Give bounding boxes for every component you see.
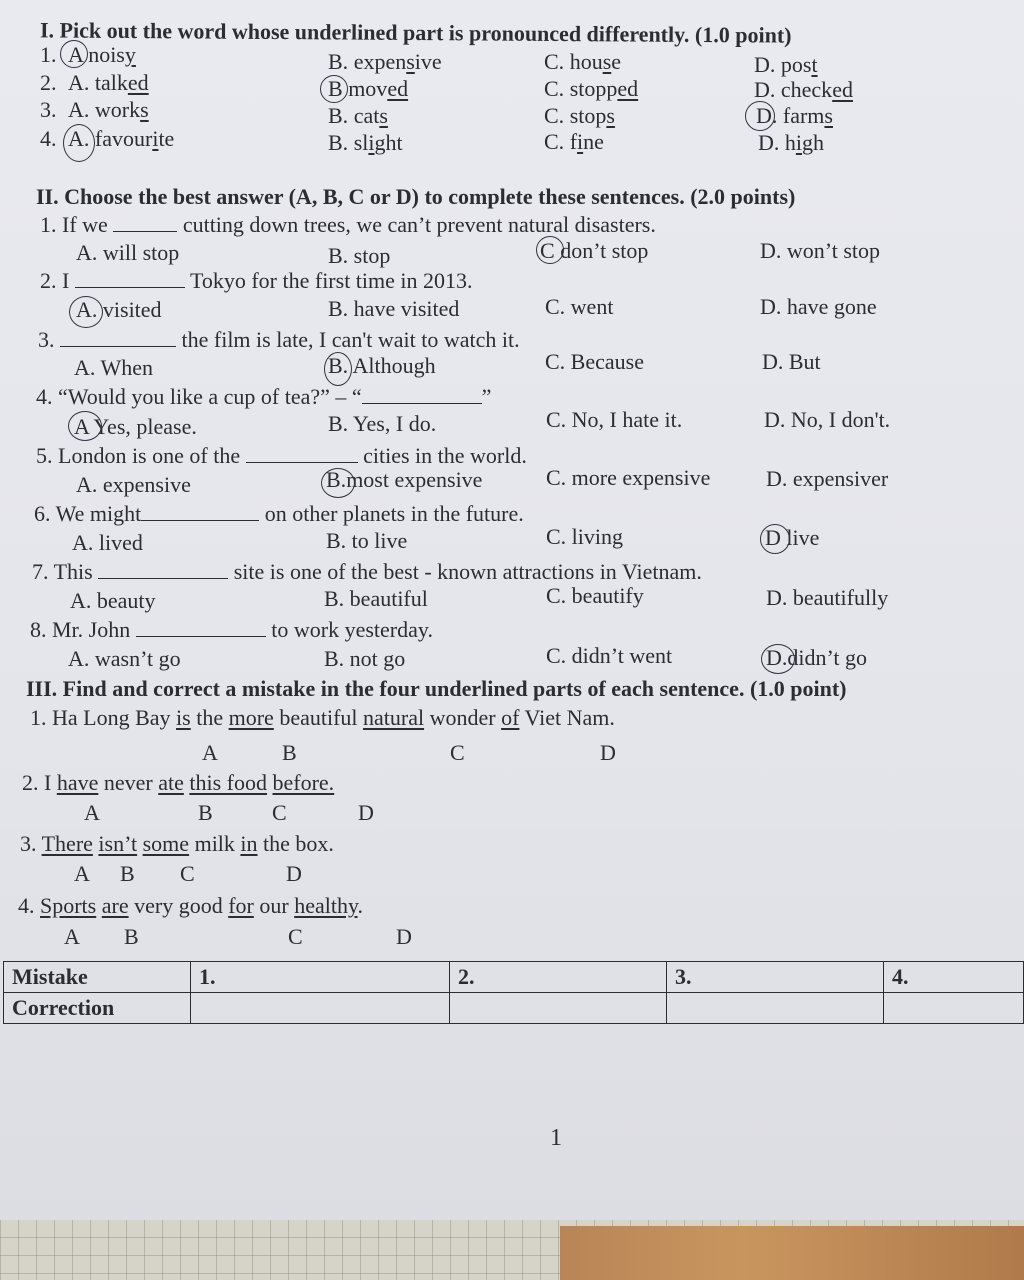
s2-q3-option-c: C. Because [545,349,644,374]
s2-q8-stem: 8. Mr. John to work yesterday. [30,617,433,642]
s2-q4-option-b: B. Yes, I do. [328,411,437,436]
answer-circle [63,124,95,162]
s2-q8-option-d: D.didn’t go [766,645,868,670]
s2-q5-option-c: C. more expensive [546,465,711,490]
mistake-header: Mistake [4,962,191,993]
s2-q6-stem: 6. We might on other planets in the future. [34,501,524,526]
s3-2-label-d: D [358,800,374,825]
s2-q4-option-c: C. No, I hate it. [546,407,683,432]
s3-1-label-b: B [282,740,297,765]
s2-q7-stem: 7. This site is one of the best - known attractions in Vietnam. [32,559,702,584]
s2-q8-option-b: B. not go [324,646,406,671]
s2-q1-option-a: A. will stop [76,240,180,265]
s1-q1-option-d: D. post [754,52,818,77]
s2-q7-option-c: C. beautify [546,583,644,608]
s1-q1-option-a: A noisy [68,42,136,67]
mistake-cell-2[interactable]: 2. [450,962,667,993]
s1-q2-option-b: B moved [328,76,409,101]
s2-q1-option-d: D. won’t stop [760,238,880,263]
correction-cell-2[interactable] [450,993,667,1024]
section3-title: III. Find and correct a mistake in the four underlined parts of each sentence. (1.0 point) [26,676,847,701]
s3-2-label-c: C [272,800,287,825]
answer-circle [324,352,352,386]
s2-q2-stem: 2. I Tokyo for the first time in 2013. [40,268,473,293]
s1-q3-option-c: C. stops [544,103,615,128]
s1-q4-option-b: B. slight [328,130,403,155]
s2-q2-option-a: A. visited [76,297,162,322]
s2-q2-option-b: B. have visited [328,296,460,321]
answer-circle [60,40,88,68]
s1-q1-option-b: B. expensive [328,49,442,74]
s2-q5-option-d: D. expensiver [766,466,889,491]
s2-q2-option-d: D. have gone [760,294,877,319]
correction-cell-1[interactable] [191,993,450,1024]
s3-sentence-3: 3. There isn’t some milk in the box. [20,831,334,856]
s3-3-label-a: A [74,861,90,886]
s2-q4-option-a: A Yes, please. [74,414,197,439]
answer-circle [745,101,775,131]
s1-q3-option-a: A. works [68,97,149,122]
s2-q4-option-d: D. No, I don't. [764,407,891,432]
s2-q6-option-d: D live [765,525,820,550]
s2-q6-option-a: A. lived [72,530,143,555]
answer-circle [760,524,790,554]
s2-q6-option-c: C. living [546,524,624,549]
page-number: 1 [550,1125,562,1151]
answer-circle [761,644,795,674]
wooden-surface [560,1226,1024,1280]
s1-q3-option-d: D. farms [756,103,833,128]
s2-q7-option-a: A. beauty [70,588,156,613]
mistake-cell-3[interactable]: 3. [667,962,884,993]
correction-cell-3[interactable] [667,993,884,1024]
s2-q8-option-c: C. didn’t went [546,643,673,668]
s3-3-label-c: C [180,861,195,886]
correction-row [4,993,1024,1024]
s1-q2-option-d: D. checked [754,77,853,102]
s2-q1-option-b: B. stop [328,243,391,268]
s3-sentence-4: 4. Sports are very good for our healthy. [18,893,364,918]
s1-q1-option-c: C. house [544,49,622,74]
s2-q6-option-b: B. to live [326,528,408,553]
mistake-row [4,962,1024,993]
correction-cell-4[interactable] [884,993,1024,1024]
s2-q3-option-b: B. Although [328,353,436,378]
s3-2-label-b: B [198,800,213,825]
s2-q7-option-d: D. beautifully [766,585,889,610]
s2-q7-option-b: B. beautiful [324,586,428,611]
s3-4-label-a: A [64,924,80,949]
correction-header: Correction [4,993,191,1024]
s2-q4-stem: 4. “Would you like a cup of tea?” – “ ” [36,384,492,409]
s3-4-label-b: B [124,924,139,949]
s3-2-label-a: A [84,800,100,825]
s1-q2-option-a: A. talked [68,70,149,95]
s1-q2-num: 2. [40,70,57,95]
s1-q3-num: 3. [40,97,57,122]
s2-q1-stem: 1. If we cutting down trees, we can’t prevent natural disasters. [40,212,656,237]
s2-q5-option-a: A. expensive [76,472,191,497]
s3-1-label-d: D [600,740,616,765]
s2-q3-stem: 3. the film is late, I can't wait to watch it. [38,327,520,352]
answer-circle [68,411,102,441]
s3-3-label-d: D [286,861,302,886]
section2-title: II. Choose the best answer (A, B, C or D) to complete these sentences. (2.0 points) [36,184,796,209]
s3-sentence-2: 2. I have never ate this food before. [22,770,335,795]
s1-q4-option-c: C. fine [544,129,604,154]
s3-4-label-c: C [288,924,303,949]
mistake-cell-1[interactable]: 1. [191,962,450,993]
s2-q8-option-a: A. wasn’t go [68,646,181,671]
s3-3-label-b: B [120,861,135,886]
answer-circle [321,468,355,498]
answer-table [3,961,1024,1024]
s1-q1-num: 1. [40,42,57,67]
answer-circle [320,75,348,103]
mistake-cell-4[interactable]: 4. [884,962,1024,993]
s3-1-label-c: C [450,740,465,765]
s1-q4-option-a: A. favourite [68,126,175,151]
s3-sentence-1: 1. Ha Long Bay is the more beautiful natural wonder of Viet Nam. [30,705,615,730]
section1-title: I. Pick out the word whose underlined part is pronounced differently. (1.0 point) [39,17,792,48]
s1-q4-option-d: D. high [758,130,825,155]
s1-q2-option-c: C. stopped [544,76,639,101]
s1-q4-num: 4. [40,126,57,151]
s3-1-label-a: A [202,740,218,765]
answer-circle [69,296,103,328]
s2-q5-stem: 5. London is one of the cities in the world. [36,443,527,468]
s2-q3-option-a: A. When [74,355,154,380]
s3-4-label-d: D [396,924,412,949]
s2-q3-option-d: D. But [762,349,821,374]
s2-q2-option-c: C. went [545,294,614,319]
answer-circle [536,236,564,264]
s1-q3-option-b: B. cats [328,103,388,128]
s2-q1-option-c: C don’t stop [540,238,649,263]
s2-q5-option-b: B.most expensive [326,467,483,492]
